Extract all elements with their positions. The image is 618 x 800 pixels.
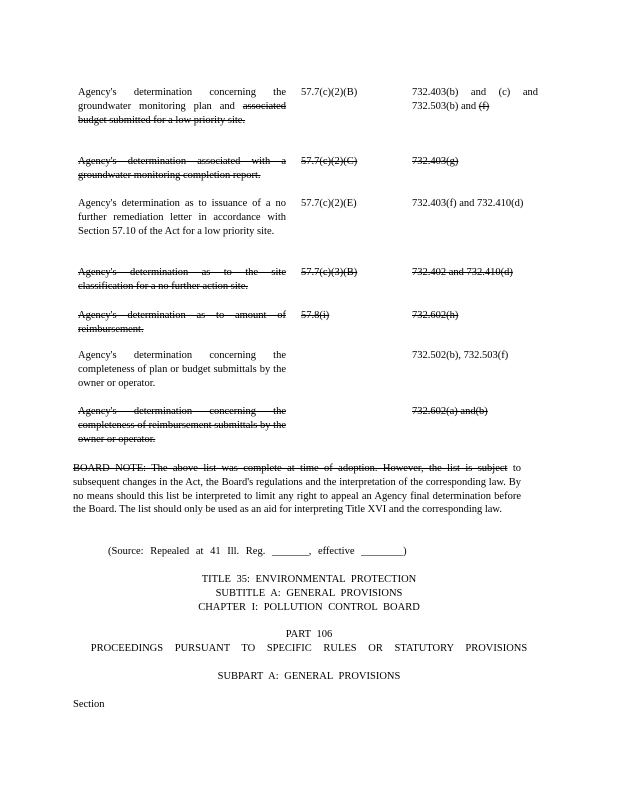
determination-text: Agency's determination concerning the groundwater monitoring plan and [78,87,286,112]
act-section-cell: 57.7(c)(2)(B) [301,87,358,98]
rule-cell: 732.403(f) and 732.410(d) [412,198,524,209]
determination-deleted-text: Agency's determination as to amount of reimbursement. [78,310,286,335]
subtitle-heading: SUBTITLE A: GENERAL PROVISIONS [215,588,403,599]
rule-deleted-text: 732.602(a) and(b) [412,406,488,417]
act-section-deleted-text: 57.7(c)(3)(B) [301,267,358,278]
title-heading: TITLE 35: ENVIRONMENTAL PROTECTION [201,574,417,585]
board-note-deleted-text: BOARD NOTE: The above list was complete at time of adoption. However, the list is subject [73,463,508,474]
act-section-cell: 57.7(c)(2)(E) [301,198,357,209]
rule-deleted-text: 732.602(h) [412,310,459,321]
part-name-heading: PROCEEDINGS PURSUANT TO SPECIFIC RULES OR STATUTORY PROVISIONS [90,643,528,654]
determination-text: Agency's determination concerning the completeness of plan or budget submittals by the owner or operator. [78,350,286,389]
rule-cell: 732.502(b), 732.503(f) [412,350,509,361]
part-heading: PART 106 [285,629,333,640]
determination-deleted-text: Agency's determination associated with a groundwater monitoring completion report. [78,156,286,181]
rule-deleted-text: (f) [478,100,490,112]
determination-deleted-text: associated budget submitted for a low priority site. [78,100,286,126]
board-note-text: to subsequent changes in the Act, the Board's regulations and the interpretation of the corresponding law. By no means should this list be interpreted to limit any right to appeal an Agency final determination before the Board. The list should only be used as an aid for interpreting Title XVI and the corresponding law. [73,463,522,516]
rule-deleted-text: 732.403(g) [412,156,459,167]
act-section-deleted-text: 57.8(i) [301,310,330,321]
determination-cell [78,86,286,127]
board-note [73,462,521,517]
source-note: (Source: Repealed at 41 Ill. Reg. _______, effective ________) [108,546,407,557]
chapter-heading: CHAPTER I: POLLUTION CONTROL BOARD [198,602,420,613]
act-section-deleted-text: 57.7(c)(2)(C) [301,156,358,167]
rule-text: 732.403(b) and (c) and 732.503(b) and [412,87,538,112]
determination-text: Agency's determination as to issuance of a no further remediation letter in accordance with Section 57.10 of the Act for a low priority site. [78,198,286,237]
rule-deleted-text: 732.402 and 732.410(d) [412,267,513,278]
subpart-heading: SUBPART A: GENERAL PROVISIONS [217,671,401,682]
section-label: Section [73,699,105,710]
determination-deleted-text: Agency's determination concerning the completeness of reimbursement submittals by the owner or operator. [78,406,286,445]
rule-cell [412,86,538,114]
determination-deleted-text: Agency's determination as to the site classification for a no further action site. [78,267,286,292]
